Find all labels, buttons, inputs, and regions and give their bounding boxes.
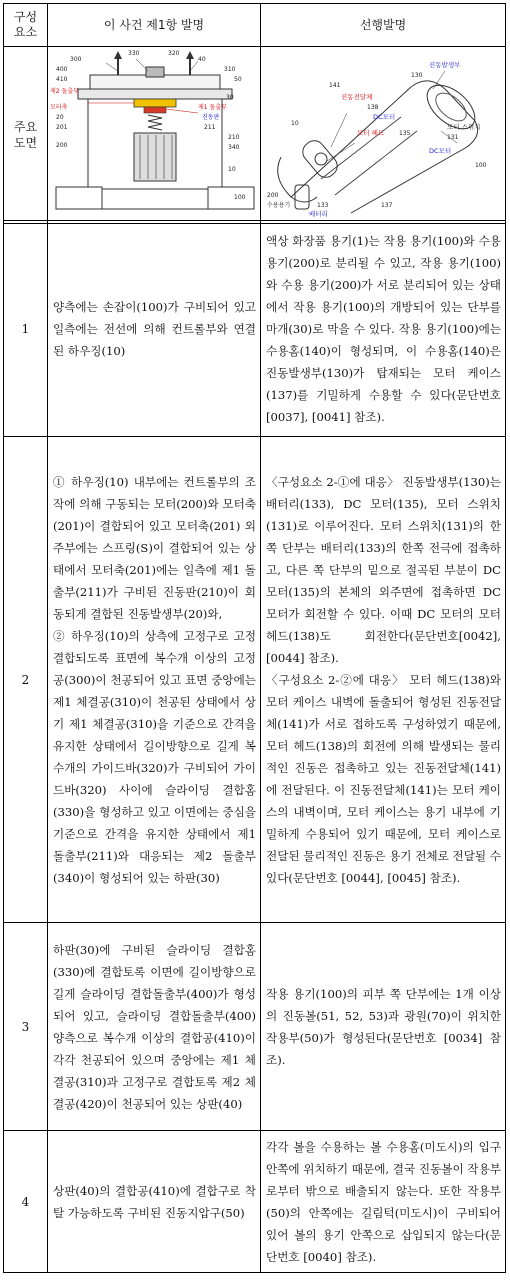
table-row bbox=[4, 437, 506, 923]
drawing-row bbox=[4, 47, 506, 224]
prior-label: 진동발생부 bbox=[429, 61, 461, 69]
claim-text: 양측에는 손잡이(100)가 구비되어 있고 일측에는 전선에 의해 컨트롤부와 연결된 하우징(10) bbox=[48, 221, 261, 437]
table-row bbox=[4, 1131, 506, 1273]
claim-text: ① 하우징(10) 내부에는 컨트롤부의 조작에 의해 구동되는 모터(200)와 모터축(201)이 결합되어 있고 모터축(201) 외주부에는 스프링(S)이 결합되어 있는 상태에서 모터축(201)에는 일측에 제1 돌출부(211)가 구비된 진동판(210)이 회동되게 결합된 진동발생부(20)와, ② 하우징(10)의 상측에 고정구로 고정 결합되도록 표면에 복수개 이상의 고정공(300)이 천공되어 있고 표면 중앙에는 제1 체결공(310)이 천공된 상태에서 상기 제1 체결공(310)을 기준으로 간격을 유지한 상태에서 길이방향으로 길게 복수개의 가이드바(320)가 구비되어 가이드바(320) 사이에 슬라이딩 결합홈(330)을 형성하고 있고 이면에는 중심을 기준으로 간격을 유지한 상태에서 제1 돌출부(211)와 대응되는 제2 돌출부(340)이 형성되어 있는 하판(30) bbox=[48, 437, 261, 923]
prior-label: 모터 헤드 bbox=[357, 129, 385, 137]
prior-label: 10 bbox=[291, 120, 299, 127]
claim-label: 330 bbox=[128, 50, 140, 57]
claim-figure bbox=[48, 47, 261, 219]
comparison-table bbox=[3, 220, 506, 1273]
table-row bbox=[4, 923, 506, 1131]
prior-text: 액상 화장품 용기(1)는 작용 용기(100)와 수용 용기(200)로 분리될 수 있고, 작용 용기(100)와 수용 용기(200)가 서로 분리되어 있는 상태에서 작용 용기(100)의 개방되어 있는 단부를 마개(30)로 막을 수 있다. 작용 용기(100)에는 수용홈(140)이 형성되며, 이 수용홈(140)은 진동발생부(130)가 탑재되는 모터 케이스(137)를 기밀하게 수용할 수 있다(문단번호 [0037], [0041] 참조). bbox=[261, 221, 506, 437]
prior-label: DC모터 bbox=[373, 113, 396, 121]
prior-label: DC모터 bbox=[429, 147, 452, 155]
prior-label: 수용용기 bbox=[267, 202, 291, 209]
table-row bbox=[4, 221, 506, 437]
prior-figure bbox=[261, 47, 506, 219]
claim-label: 211 bbox=[204, 124, 216, 131]
header-row bbox=[4, 4, 506, 47]
prior-label: 배터리 bbox=[309, 210, 328, 218]
prior-label: 130 bbox=[411, 72, 423, 79]
row-number: 3 bbox=[4, 923, 48, 1131]
prior-label: 진동전달체 bbox=[341, 93, 373, 101]
prior-label: 131 bbox=[447, 134, 459, 141]
prior-label: 133 bbox=[317, 202, 329, 209]
claim-figure-cell bbox=[48, 47, 261, 224]
claim-label: 100 bbox=[234, 194, 246, 201]
claim-label: 340 bbox=[228, 144, 240, 151]
claim-label: 제1 돌출부 bbox=[198, 104, 227, 111]
claim-label: 10 bbox=[228, 166, 236, 173]
claim-label: 30 bbox=[226, 94, 234, 101]
claim-label: 310 bbox=[224, 66, 236, 73]
drawing-table bbox=[3, 3, 506, 224]
prior-label: 100 bbox=[475, 162, 487, 169]
row-number: 2 bbox=[4, 437, 48, 923]
drawing-label: 주요 도면 bbox=[4, 47, 48, 224]
prior-label: 200 bbox=[267, 192, 279, 199]
claim-label: 400 bbox=[56, 66, 68, 73]
claim-label: 410 bbox=[56, 76, 68, 83]
claim-label: 모터축 bbox=[50, 104, 68, 111]
prior-text: 작용 용기(100)의 피부 쪽 단부에는 1개 이상의 진동볼(51, 52, 53)과 광원(70)이 위치한 작용부(50)가 형성된다(문단번호 [0034] 참조). bbox=[261, 923, 506, 1131]
claim-label: 210 bbox=[228, 134, 240, 141]
prior-text: 〈구성요소 2-①에 대응〉 진동발생부(130)는 배터리(133), DC 모터(135), 모터 스위치(131)로 이루어진다. 모터 스위치(131)의 한쪽 단부는 배터리(133)의 한쪽 전극에 접촉하고, 다른 쪽 단부의 밑으로 절곡된 부분이 DC 모터(135)의 본체의 외주면에 접촉하면 DC 모터가 회전할 수 있다. 이때 DC 모터의 모터 헤드(138)도 회전한다(문단번호[0042], [0044] 참조). 〈구성요소 2-②에 대응〉 모터 헤드(138)와 모터 케이스 내벽에 돌출되어 형성된 진동전달체(141)가 서로 접하도록 구성하였기 때문에, 모터 헤드(138)의 회전에 의해 발생되는 물리적인 진동은 접촉하고 있는 진동전달체(141)에 전달된다. 이 진동전달체(141)는 모터 케이스의 내벽이며, 모터 케이스는 용기 내부에 기밀하게 수용되어 있기 때문에, 모터 케이스로 전달된 물리적인 진동은 용기 전체로 전달될 수 있다(문단번호 [0044], [0045] 참조). bbox=[261, 437, 506, 923]
prior-label: 141 bbox=[329, 82, 341, 89]
header-prior-invention: 선행발명 bbox=[261, 4, 506, 47]
claim-text: 상판(40)의 결합공(410)에 결합구로 착탈 가능하도록 구비된 진동지압구(50) bbox=[48, 1131, 261, 1273]
claim-label: 20 bbox=[56, 114, 64, 121]
claim-text: 하판(30)에 구비된 슬라이딩 결합홈(330)에 결합토록 이면에 길이방향으로 길게 슬라이딩 결합돌출부(400)가 형성되어 있고, 슬라이딩 결합돌출부(400) 양측으로 복수개 이상의 결합공(410)이 각각 천공되어 있으며 중앙에는 제1 체결공(310)과 고정구로 결합토록 제2 체결공(420)이 천공되어 있는 상판(40) bbox=[48, 923, 261, 1131]
prior-text: 각각 볼을 수용하는 볼 수용홈(미도시)의 입구 안쪽에 위치하기 때문에, 결국 진동볼이 작용부로부터 밖으로 배출되지 않는다. 또한 작용부(50)의 안쪽에는 길림턱(미도시)이 구비되어 있어 볼의 용기 안쪽으로 삽입되지 않는다(문단번호 [0040] 참조). bbox=[261, 1131, 506, 1273]
header-component: 구성 요소 bbox=[4, 4, 48, 47]
prior-label: 138 bbox=[367, 104, 379, 111]
prior-label: 135 bbox=[399, 130, 411, 137]
header-claim-invention: 이 사건 제1항 발명 bbox=[48, 4, 261, 47]
claim-label: 320 bbox=[168, 50, 180, 57]
claim-label: 40 bbox=[198, 56, 206, 63]
claim-label: 200 bbox=[56, 142, 68, 149]
prior-label: 모터 스위치 bbox=[447, 123, 481, 131]
prior-figure-cell bbox=[261, 47, 506, 224]
row-number: 4 bbox=[4, 1131, 48, 1273]
claim-label: 50 bbox=[234, 76, 242, 83]
claim-label: 201 bbox=[56, 124, 68, 131]
claim-label: 제2 돌출부 bbox=[50, 88, 79, 95]
claim-label: 진동판 bbox=[202, 114, 220, 121]
row-number: 1 bbox=[4, 221, 48, 437]
claim-label: 300 bbox=[70, 56, 82, 63]
prior-label: 137 bbox=[381, 202, 393, 209]
